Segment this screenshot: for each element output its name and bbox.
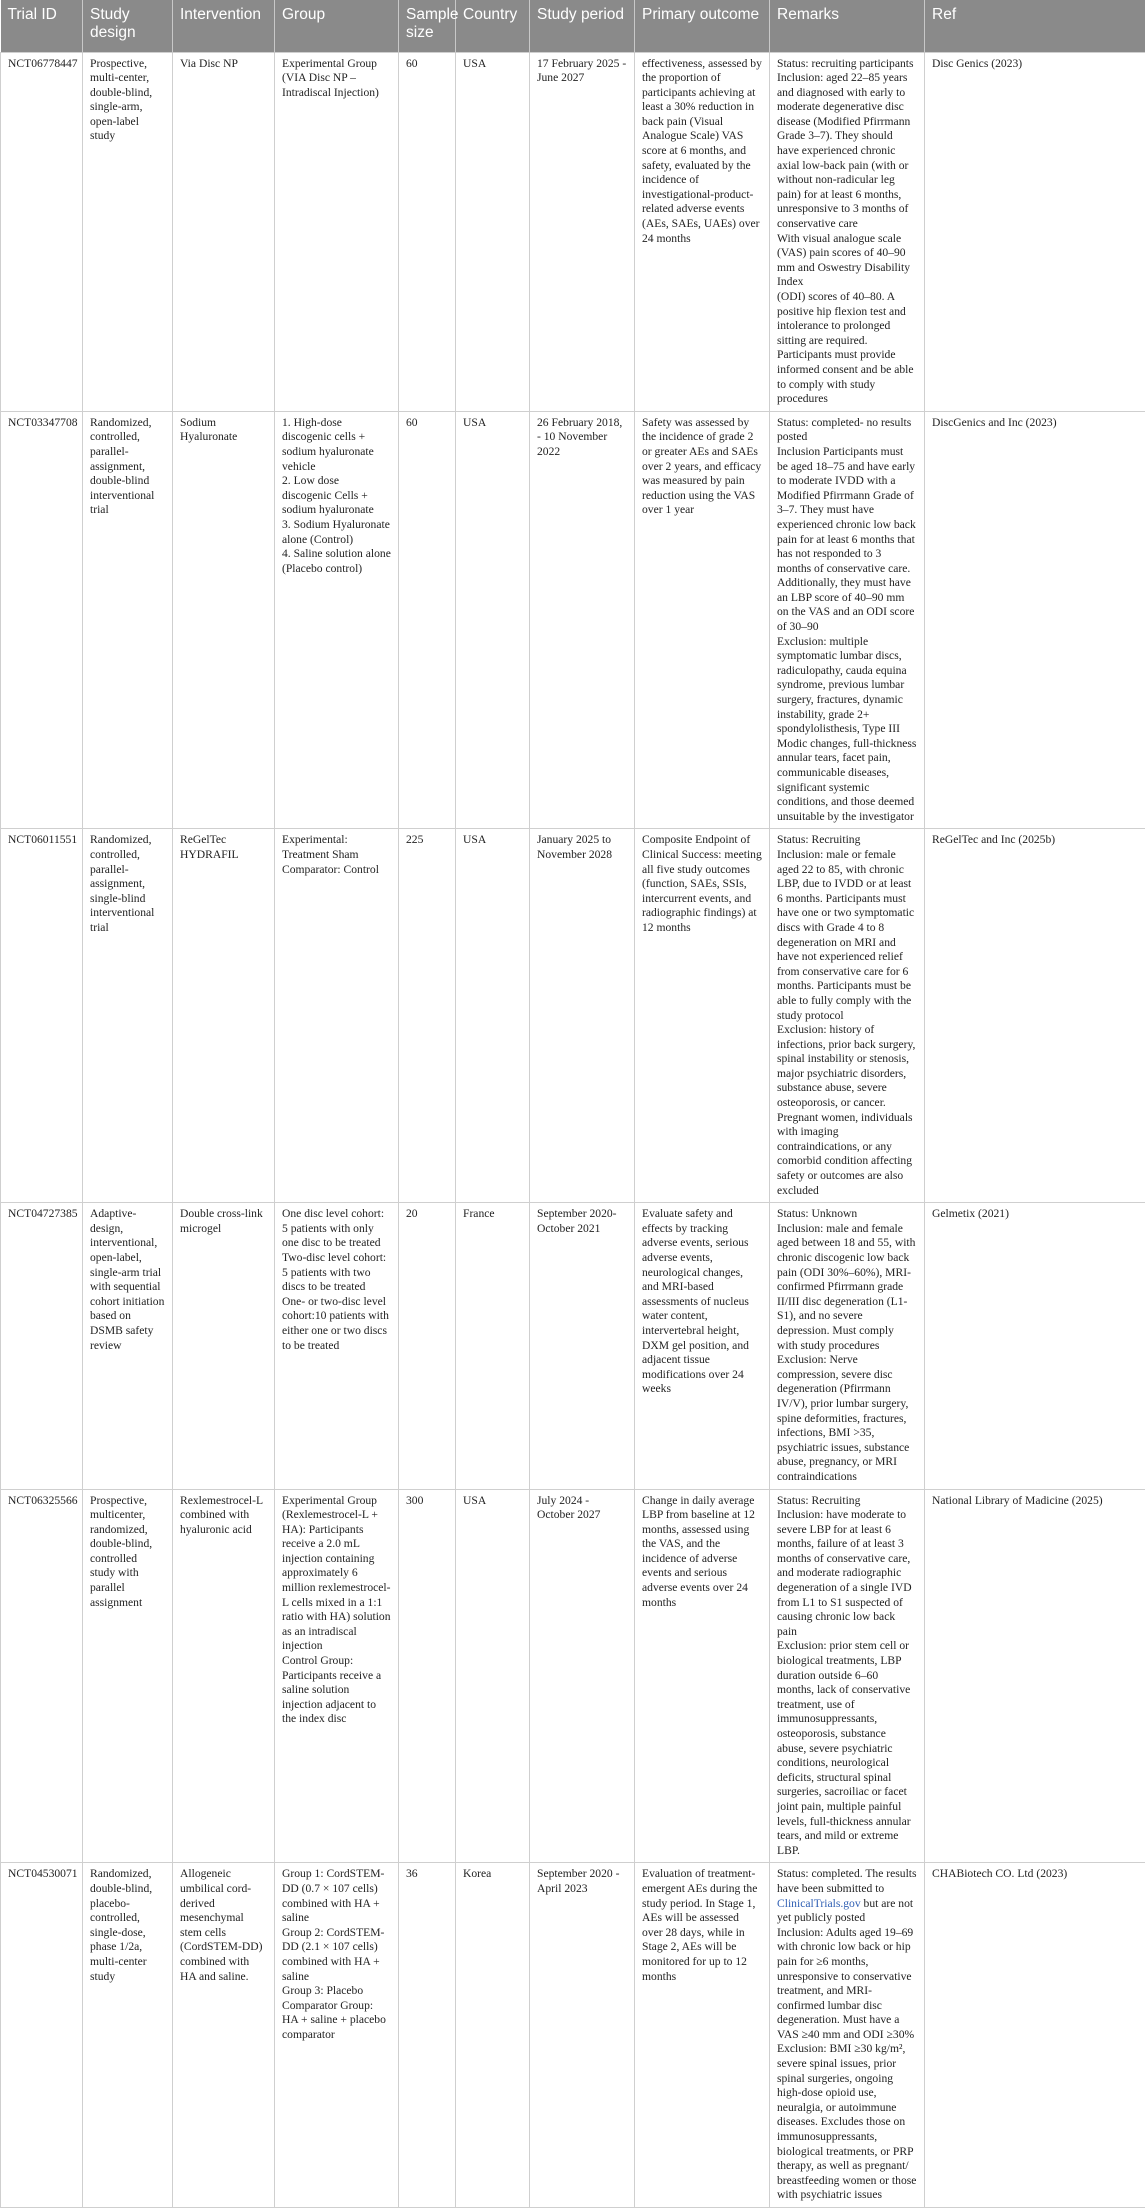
group-cell-line: 2. Low dose discogenic Cells + sodium hyaluronate [282,474,391,518]
group-cell [275,1863,399,2208]
sample-size-cell: 225 [399,829,456,1203]
remarks-cell-line: Inclusion: male or female aged 22 to 85, with chronic LBP, due to IVDD or at least 6 months. Participants must have one or two symptomatic discs with Grade 4 to 8 degeneration on MRI and have not experienced relief from conservative care for 6 months. Participants must be able to fully comply with the study protocol [777,848,917,1023]
group-cell-line: Group 3: Placebo Comparator Group: HA + saline + placebo comparator [282,1984,391,2042]
trial-id-cell: NCT06778447 [1,52,83,411]
column-header-study-design: Study design [83,0,173,52]
column-header-ref: Ref [925,0,1145,52]
primary-outcome-cell: effectiveness, assessed by the proportion of participants achieving at least a 30% reduction in back pain (Visual Analogue Scale) VAS score at 6 months, and safety, evaluated by the incidence of investigational-product-related adverse events (AEs, SAEs, UAEs) over 24 months [635,52,770,411]
group-cell [275,1203,399,1489]
ref-cell: Disc Genics (2023) [925,52,1145,411]
table-header-row [1,0,1145,52]
study-design-cell: Adaptive-design, interventional, open-label, single-arm trial with sequential cohort initiation based on DSMB safety review [83,1203,173,1489]
study-design-cell: Randomized, controlled, parallel-assignment, double-blind interventional trial [83,411,173,829]
remarks-cell [770,52,925,411]
study-design-cell: Prospective, multi-center, double-blind, single-arm, open-label study [83,52,173,411]
table-body [1,52,1145,2208]
trial-id-cell: NCT06325566 [1,1489,83,1863]
group-cell [275,411,399,829]
study-period-cell: July 2024 - October 2027 [530,1489,635,1863]
remarks-cell [770,1489,925,1863]
table-row [1,1489,1145,1863]
group-cell-line: Experimental Group (VIA Disc NP – Intradiscal Injection) [282,57,391,101]
study-period-cell: January 2025 to November 2028 [530,829,635,1203]
remarks-cell-line: Exclusion: Nerve compression, severe disc degeneration (Pfirrmann IV/V), prior lumbar surgery, spine deformities, fractures, infections, BMI >35, psychiatric issues, substance abuse, pregnancy, or MRI contraindications [777,1353,917,1484]
remarks-cell-line: Inclusion: aged 22–85 years and diagnosed with early to moderate degenerative disc disease (Modified Pfirrmann Grade 3–7). They should have experienced chronic axial low-back pain (with or without non-radicular leg pain) for at least 6 months, unresponsive to 3 months of conservative care [777,71,917,232]
remarks-cell [770,411,925,829]
group-cell-line: Control Group: [282,1654,391,1669]
country-cell: USA [456,829,530,1203]
remarks-cell-line: Status: Unknown [777,1207,917,1222]
study-design-cell: Randomized, controlled, parallel-assignment, single-blind interventional trial [83,829,173,1203]
remarks-cell-line: With visual analogue scale (VAS) pain scores of 40–90 mm and Oswestry Disability Index [777,232,917,290]
clinicaltrials-link[interactable]: ClinicalTrials.gov [777,1897,861,1910]
sample-size-cell: 60 [399,52,456,411]
remarks-cell [770,1203,925,1489]
study-period-cell: 26 February 2018, - 10 November 2022 [530,411,635,829]
remarks-cell-line: Inclusion: have moderate to severe LBP for at least 6 months, failure of at least 3 months of conservative care, and moderate radiographic degeneration of a single IVD from L1 to S1 suspected of causing chronic low back pain [777,1508,917,1639]
table-row [1,1203,1145,1489]
study-period-cell: September 2020 - April 2023 [530,1863,635,2208]
remarks-cell-line: Status: completed- no results posted [777,416,917,445]
primary-outcome-cell: Composite Endpoint of Clinical Success: meeting all five study outcomes (function, SAEs, SSIs, intercurrent events, and radiographic findings) at 12 months [635,829,770,1203]
remarks-cell-line: Inclusion: male and female aged between 18 and 55, with chronic discogenic low back pain (ODI 30%–60%), MRI-confirmed Pfirrmann grade II/III disc degeneration (L1-S1), and no severe depression. Must comply with study procedures [777,1222,917,1353]
group-cell [275,829,399,1203]
sample-size-cell: 60 [399,411,456,829]
primary-outcome-cell: Change in daily average LBP from baseline at 12 months, assessed using the VAS, and the incidence of adverse events and serious adverse events over 24 months [635,1489,770,1863]
column-header-primary-outcome: Primary outcome [635,0,770,52]
group-cell-line: Participants receive a saline solution injection adjacent to the index disc [282,1669,391,1727]
column-header-country: Country [456,0,530,52]
intervention-cell: Allogeneic umbilical cord-derived mesenchymal stem cells (CordSTEM-DD) combined with HA and saline. [173,1863,275,2208]
group-cell-line: One disc level cohort: 5 patients with only one disc to be treated [282,1207,391,1251]
primary-outcome-cell: Evaluation of treatment-emergent AEs during the study period. In Stage 1, AEs will be assessed over 28 days, while in Stage 2, AEs will be monitored for up to 12 months [635,1863,770,2208]
remarks-cell-line: Inclusion Participants must be aged 18–75 and have early to moderate IVDD with a Modified Pfirrmann Grade of 3–7. They must have experienced chronic low back pain for at least 6 months that has not responded to 3 months of conservative care. Additionally, they must have an LBP score of 40–90 mm on the VAS and an ODI score of 30–90 [777,445,917,635]
remarks-cell-line: Inclusion: Adults aged 19–69 with chronic low back or hip pain for ≥6 months, unresponsive to conservative treatment, and MRI-confirmed lumbar disc degeneration. Must have a VAS ≥40 mm and ODI ≥30% [777,1926,917,2043]
ref-cell: DiscGenics and Inc (2023) [925,411,1145,829]
ref-cell: National Library of Madicine (2025) [925,1489,1145,1863]
group-cell-line: 3. Sodium Hyaluronate alone (Control) [282,518,391,547]
group-cell-line: Experimental: Treatment Sham Comparator: Control [282,833,391,877]
remarks-cell-line: Exclusion: prior stem cell or biological treatments, LBP duration outside 6–60 months, lack of conservative treatment, use of immunosuppressants, osteoporosis, substance abuse, severe psychiatric conditions, neurological deficits, structural spinal surgeries, sacroiliac or facet joint pain, multiple painful levels, full-thickness annular tears, and mild or extreme LBP. [777,1639,917,1858]
ref-cell: Gelmetix (2021) [925,1203,1145,1489]
table-row [1,52,1145,411]
group-cell-line: Two-disc level cohort: 5 patients with two discs to be treated [282,1251,391,1295]
trial-id-cell: NCT06011551 [1,829,83,1203]
remarks-cell-line: Status: recruiting participants [777,57,917,72]
remarks-status-suffix: but are not yet publicly posted [777,1897,913,1925]
intervention-cell: Rexlemestrocel-L combined with hyaluronic acid [173,1489,275,1863]
remarks-status-prefix: Status: completed. The results have been submitted to [777,1867,917,1895]
primary-outcome-cell: Evaluate safety and effects by tracking adverse events, serious adverse events, neurological changes, and MRI-based assessments of nucleus water content, intervertebral height, DXM gel position, and adjacent tissue modifications over 24 weeks [635,1203,770,1489]
table-row [1,829,1145,1203]
remarks-cell-line: Status: Recruiting [777,833,917,848]
remarks-cell-line: Exclusion: BMI ≥30 kg/m², severe spinal issues, prior spinal surgeries, ongoing high-dose opioid use, neuralgia, or autoimmune diseases. Excludes those on immunosuppressants, biological treatments, or PRP therapy, as well as pregnant/ breastfeeding women or those with psychiatric issues [777,2042,917,2203]
country-cell: USA [456,52,530,411]
sample-size-cell: 20 [399,1203,456,1489]
group-cell [275,52,399,411]
group-cell-line: 1. High-dose discogenic cells + sodium hyaluronate vehicle [282,416,391,474]
table-row [1,1863,1145,2208]
intervention-cell: ReGelTec HYDRAFIL [173,829,275,1203]
remarks-cell [770,829,925,1203]
intervention-cell: Double cross-link microgel [173,1203,275,1489]
study-period-cell: 17 February 2025 - June 2027 [530,52,635,411]
ref-cell: ReGelTec and Inc (2025b) [925,829,1145,1203]
column-header-intervention: Intervention [173,0,275,52]
column-header-study-period: Study period [530,0,635,52]
trial-id-cell: NCT04530071 [1,1863,83,2208]
group-cell-line: Experimental Group (Rexlemestrocel-L + HA): Participants receive a 2.0 mL injection containing approximately 6 million rexlemestrocel-L cells mixed in a 1:1 ratio with HA) solution as an intradiscal injection [282,1494,391,1655]
study-period-cell: September 2020- October 2021 [530,1203,635,1489]
column-header-remarks: Remarks [770,0,925,52]
sample-size-cell: 36 [399,1863,456,2208]
country-cell: Korea [456,1863,530,2208]
remarks-cell-line: (ODI) scores of 40–80. A positive hip flexion test and intolerance to prolonged sitting are required. Participants must provide informed consent and be able to comply with study procedures [777,290,917,407]
group-cell-line: One- or two-disc level cohort:10 patients with either one or two discs to be treated [282,1295,391,1353]
column-header-group: Group [275,0,399,52]
group-cell-line: Group 2: CordSTEM-DD (2.1 × 107 cells) combined with HA + saline [282,1926,391,1984]
column-header-sample-size: Sample size [399,0,456,52]
group-cell [275,1489,399,1863]
intervention-cell: Via Disc NP [173,52,275,411]
remarks-cell-line: Exclusion: multiple symptomatic lumbar discs, radiculopathy, cauda equina syndrome, previous lumbar surgery, fractures, dynamic instability, grade 2+ spondylolisthesis, Type III Modic changes, full-thickness annular tears, facet pain, communicable diseases, significant systemic conditions, and those deemed unsuitable by the investigator [777,635,917,825]
study-design-cell: Randomized, double-blind, placebo-controlled, single-dose, phase 1/2a, multi-center study [83,1863,173,2208]
trial-id-cell: NCT04727385 [1,1203,83,1489]
remarks-cell [770,1863,925,2208]
country-cell: USA [456,411,530,829]
table-row [1,411,1145,829]
country-cell: USA [456,1489,530,1863]
intervention-cell: Sodium Hyaluronate [173,411,275,829]
study-design-cell: Prospective, multicenter, randomized, double-blind, controlled study with parallel assignment [83,1489,173,1863]
remarks-status-line [777,1867,917,1925]
sample-size-cell: 300 [399,1489,456,1863]
remarks-cell-line: Status: Recruiting [777,1494,917,1509]
remarks-cell-line: Exclusion: history of infections, prior back surgery, spinal instability or stenosis, major psychiatric disorders, substance abuse, severe osteoporosis, or cancer. Pregnant women, individuals with imaging contraindications, or any comorbid condition affecting safety or outcomes are also excluded [777,1023,917,1198]
group-cell-line: 4. Saline solution alone (Placebo control) [282,547,391,576]
column-header-trial-id: Trial ID [1,0,83,52]
group-cell-line: Group 1: CordSTEM-DD (0.7 × 107 cells) combined with HA + saline [282,1867,391,1925]
country-cell: France [456,1203,530,1489]
trial-id-cell: NCT03347708 [1,411,83,829]
ref-cell: CHABiotech CO. Ltd (2023) [925,1863,1145,2208]
primary-outcome-cell: Safety was assessed by the incidence of grade 2 or greater AEs and SAEs over 2 years, and efficacy was measured by pain reduction using the VAS over 1 year [635,411,770,829]
